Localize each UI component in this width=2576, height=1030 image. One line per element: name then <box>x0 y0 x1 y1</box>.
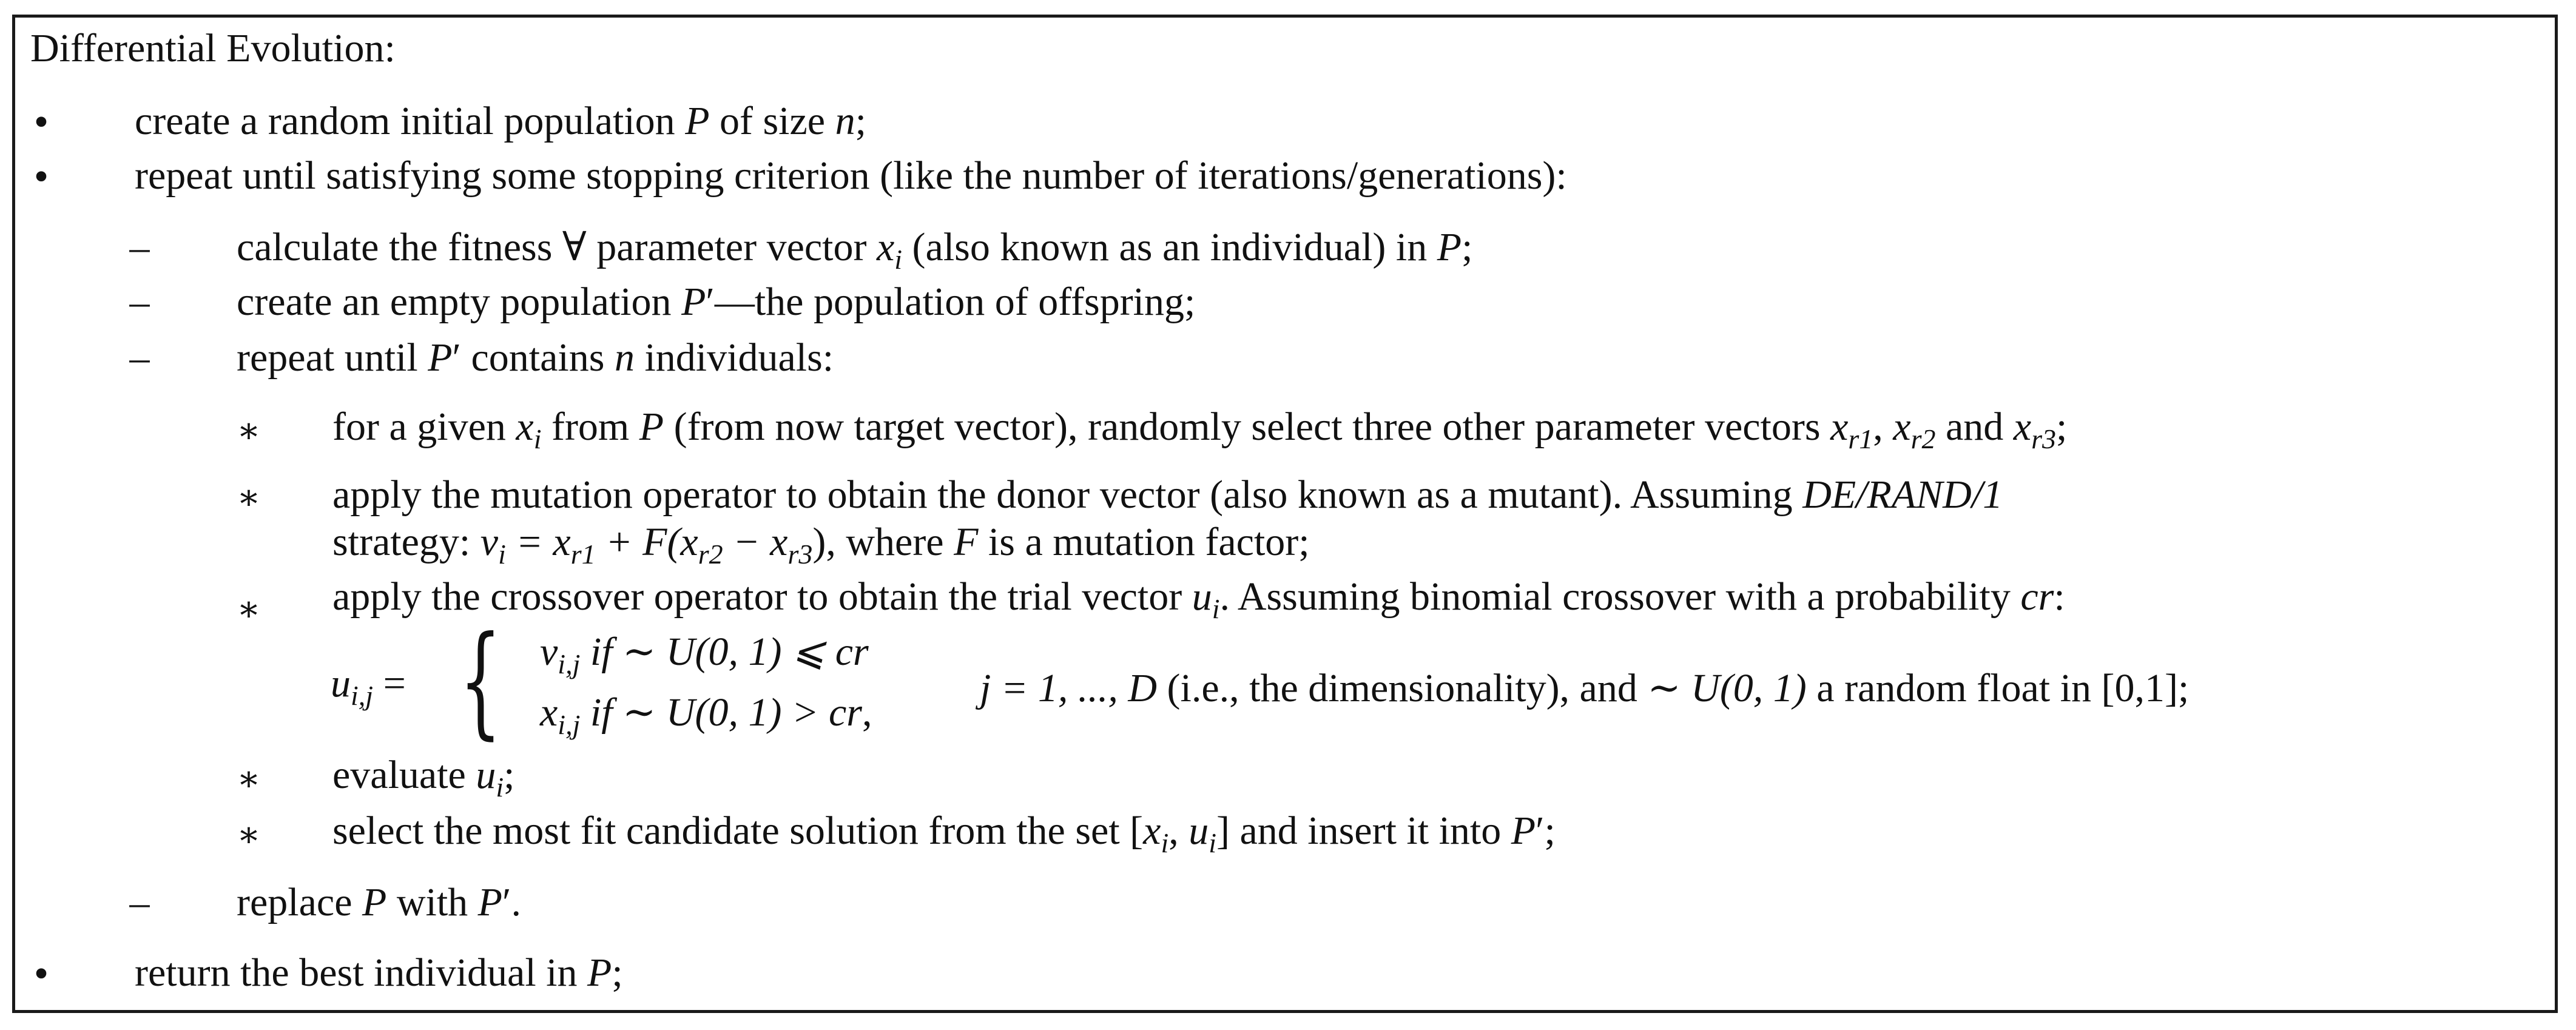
cases-brace: { <box>459 610 502 752</box>
equation-case-2: $x_{i,j}$ if ∼ U(0, 1) > cr, <box>540 690 872 740</box>
dash-marker: – <box>129 225 150 269</box>
step-repeat-outer: repeat until satisfying some stopping criterion (like the number of iterations/generations): <box>135 153 1567 198</box>
substep-crossover: apply the crossover operator to obtain the trial vector $u_i$. Assuming binomial crossover with a probability cr: <box>332 574 2065 624</box>
star-marker: ∗ <box>237 589 261 628</box>
dash-marker: – <box>129 880 150 924</box>
star-marker: ∗ <box>237 477 261 517</box>
bullet-marker: • <box>33 153 49 200</box>
bullet-marker: • <box>33 99 49 146</box>
substep-mutation: apply the mutation operator to obtain the donor vector (also known as a mutant). Assuming DE/RAND/1 <box>332 473 2003 517</box>
star-marker: ∗ <box>237 815 261 854</box>
step-repeat-inner: repeat until P′ contains n individuals: <box>237 335 834 380</box>
star-marker: ∗ <box>237 759 261 798</box>
step-create-population: create a random initial population P of size n; <box>135 99 866 143</box>
dash-marker: – <box>129 335 150 380</box>
step-calc-fitness: calculate the fitness ∀ parameter vector $x_i$ (also known as an individual) in P; <box>237 225 1473 275</box>
substep-select-vectors: for a given $x_i$ from P (from now target vector), randomly select three other parameter vectors $x_{r1}$, $x_{r2}$ and $x_{r3}$; <box>332 405 2068 454</box>
dash-marker: – <box>129 280 150 324</box>
step-replace-population: replace P with P′. <box>237 880 521 924</box>
step-empty-population: create an empty population P′—the population of offspring; <box>237 280 1196 324</box>
equation-case-1: $v_{i,j}$ if ∼ U(0, 1) ⩽ cr <box>540 630 869 679</box>
substep-evaluate: evaluate $u_i$; <box>332 753 515 803</box>
substep-select-fit: select the most fit candidate solution from the set [$x_i$, $u_i$] and insert it into P′; <box>332 809 1556 858</box>
step-return-best: return the best individual in P; <box>135 951 623 995</box>
equation-tail: j = 1, ..., D (i.e., the dimensionality), and ∼ U(0, 1) a random float in [0,1]; <box>980 666 2190 710</box>
substep-mutation-formula: strategy: $v_i = x_{r1} + F(x_{r2} - x_{r3})$, where F is a mutation factor; <box>332 520 1310 570</box>
bullet-marker: • <box>33 951 49 997</box>
algorithm-title: Differential Evolution: <box>30 26 396 70</box>
star-marker: ∗ <box>237 411 261 450</box>
equation-lhs: $u_{i,j}$ = <box>331 661 406 711</box>
